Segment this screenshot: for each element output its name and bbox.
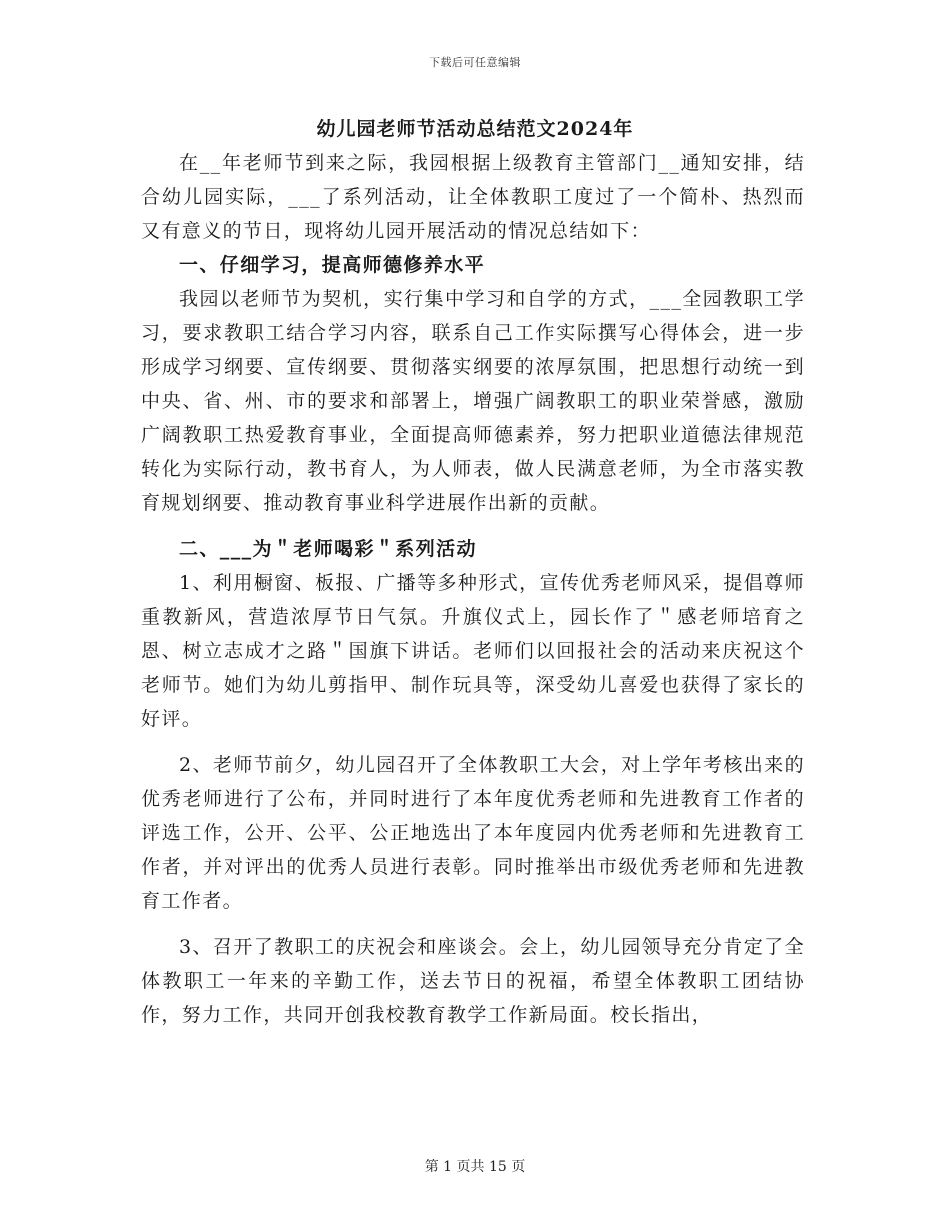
- header-note: 下载后可任意编辑: [429, 56, 521, 69]
- section-heading-2: 二、___为＂老师喝彩＂系列活动: [179, 538, 477, 560]
- item-1-paragraph: 1、利用橱窗、板报、广播等多种形式，宣传优秀老师风采，提倡尊师重教新风，营造浓厚节日气氛。升旗仪式上，园长作了＂感老师培育之恩、树立志成才之路＂国旗下讲话。老师们以回报社会的活动来庆祝这个老师节。她们为幼儿剪指甲、制作玩具等，深受幼儿喜爱也获得了家长的好评。: [141, 572, 805, 730]
- intro-paragraph: 在__年老师节到来之际，我园根据上级教育主管部门__通知安排，结合幼儿园实际，___了系列活动，让全体教职工度过了一个简朴、热烈而又有意义的节日，现将幼儿园开展活动的情况总结如下：: [141, 152, 805, 242]
- item-2-paragraph: 2、老师节前夕，幼儿园召开了全体教职工大会，对上学年考核出来的优秀老师进行了公布，并同时进行了本年度优秀老师和先进教育工作者的评选工作，公开、公平、公正地选出了本年度园内优秀老师和先进教育工作者，并对评出的优秀人员进行表彰。同时推举出市级优秀老师和先进教育工作者。: [141, 754, 805, 912]
- section-1-paragraph: 我园以老师节为契机，实行集中学习和自学的方式，___全园教职工学习，要求教职工结合学习内容，联系自己工作实际撰写心得体会，进一步形成学习纲要、宣传纲要、贯彻落实纲要的浓厚氛围，把思想行动统一到中央、省、州、市的要求和部署上，增强广阔教职工的职业荣誉感，激励广阔教职工热爱教育事业，全面提高师德素养，努力把职业道德法律规范转化为实际行动，教书育人，为人师表，做人民满意老师，为全市落实教育规划纲要、推动教育事业科学进展作出新的贡献。: [141, 288, 805, 514]
- section-heading-1: 一、仔细学习，提高师德修养水平: [179, 254, 486, 276]
- document-body: [141, 146, 805, 1032]
- document-title: 幼儿园老师节活动总结范文2024年: [316, 118, 634, 140]
- item-3-paragraph: 3、召开了教职工的庆祝会和座谈会。会上，幼儿园领导充分肯定了全体教职工一年来的辛勤工作，送去节日的祝福，希望全体教职工团结协作，努力工作，共同开创我校教育教学工作新局面。校长指出，: [141, 936, 805, 1026]
- page-number-footer: 第 1 页共 15 页: [424, 1159, 526, 1175]
